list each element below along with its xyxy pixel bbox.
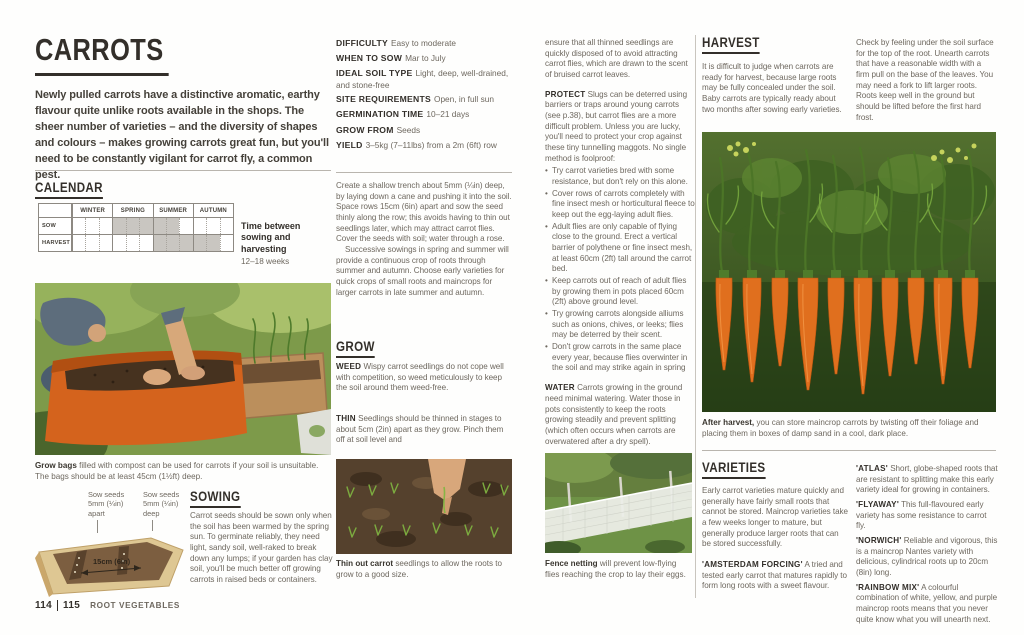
- sowing-paragraph: Carrot seeds should be sown only when the soil has been warmed by the spring sun. To germinate reliably, they need light, sandy soil, well-raked to break down any lumps; if your garden has clay soil, you'll be much better off growing carrots in raised beds or containers.: [190, 511, 333, 585]
- divider: [35, 170, 331, 171]
- protect-paragraph: [545, 90, 695, 165]
- protect-bullet: • Adult flies are only capable of flying close to the ground. Erect a vertical barrier of polythene or fine insect mesh, at least 60cm (2ft) tall around the carrot bed.: [545, 222, 695, 275]
- weed-label: WEED: [336, 362, 362, 371]
- calendar-month-cell: [72, 235, 85, 251]
- calendar-month-cell: [193, 218, 206, 234]
- variety-name: 'NORWICH': [856, 536, 902, 546]
- protect-bullet: • Try carrot varieties bred with some resistance, but don't rely on this alone.: [545, 166, 695, 187]
- protect-text: Slugs can be deterred using barriers or traps around young carrots (see p.38), but carrot flies are a more difficult problem. Unless you are lucky, you'll need to protect your crop against these tiny tunnelling maggots. No single method is foolproof:: [545, 89, 688, 163]
- intro-paragraph: Newly pulled carrots have a distinctive aromatic, earthy flavour quite unlike roots available in the shops. The sheer number of varieties – and the diversity of shapes and colours – makes growing carrots great fun, but you'll need to be constantly vigilant for carrot fly, a common pest.: [35, 89, 329, 181]
- thin-label: THIN: [336, 414, 356, 423]
- protect-bullet: • Cover rows of carrots completely with fine insect mesh or horticultural fleece to keep out the egg-laying adult flies.: [545, 189, 695, 221]
- grow-bags-caption-lead: Grow bags: [35, 461, 77, 470]
- fact-value: Seeds: [396, 124, 421, 135]
- protect-label: PROTECT: [545, 89, 586, 99]
- grow-heading: GROW: [336, 339, 375, 358]
- calendar-note-value: 12–18 weeks: [241, 256, 290, 266]
- page-title: CARROTS: [35, 32, 168, 76]
- calendar-month-cell: [166, 218, 179, 234]
- trench-paragraph-1: Create a shallow trench about 5mm (¼in) deep, by laying down a cane and pushing it into the soil. Space rows 15cm (6in) apart and sow the seed thinly along the row; this avoids having to thin out seedlings later, which may attract carrot flies. Cover the seeds with soil; water through a rose.: [336, 181, 512, 244]
- calendar-row-label-sow: SOW: [39, 218, 72, 234]
- calendar-month-cell: [193, 235, 206, 251]
- fact-label: DIFFICULTY: [336, 38, 388, 48]
- fact-label: YIELD: [336, 139, 363, 150]
- weed-paragraph: [336, 362, 514, 394]
- sowing-diagram: [35, 490, 187, 598]
- harvest-paragraph-left: It is difficult to judge when carrots are ready for harvest, because large roots may be fully concealed under the soil. Baby carrots are typically ready about two months after sowing early varieties.: [702, 62, 842, 114]
- calendar-month-cell: [72, 218, 85, 234]
- variety-text: A tried and tested early carrot that matures rapidly to form long roots with a sweet flavour.: [702, 560, 847, 591]
- column-divider: [695, 35, 696, 598]
- calendar-month-cell: [112, 218, 125, 234]
- calendar-month-cell: [153, 218, 166, 234]
- calendar-month-cell: [139, 235, 152, 251]
- calendar-month-cell: [206, 218, 219, 234]
- calendar-month-cell: [166, 235, 179, 251]
- calendar-month-cell: [179, 218, 192, 234]
- harvest-heading: HARVEST: [702, 35, 760, 54]
- calendar-note-title: Time between sowing and harvesting: [241, 221, 301, 254]
- variety-name: 'ATLAS': [856, 464, 888, 473]
- protect-bullet: • Don't grow carrots in the same place every year, because flies overwinter in the soil and may strike again in spring: [545, 342, 695, 374]
- fact-value: 3–5kg (7–11lbs) from a 2m (6ft) row: [365, 139, 497, 150]
- harvested-carrots-photo-illustration: [702, 132, 996, 412]
- page-number-left: 114: [35, 600, 53, 611]
- thin-continued-text: ensure that all thinned seedlings are quickly disposed of to avoid attracting carrot flies, which are drawn to the scent of bruised carrot leaves.: [545, 38, 688, 80]
- fact-label: GERMINATION TIME: [336, 109, 424, 120]
- thin-paragraph: [336, 414, 514, 446]
- variety-item: [856, 536, 998, 579]
- calendar-row-harvest: [72, 235, 233, 251]
- protect-bullet: • Try growing carrots alongside alliums such as onions, chives, or leeks; flies may be deterred by their scent.: [545, 309, 695, 341]
- facts-panel: [336, 38, 514, 155]
- varieties-intro: Early carrot varieties mature quickly and generally have fairly small roots that cannot be stored. Maincrop varieties take a few weeks longer to mature, but generally produce larger roots that can be stored successfully.: [702, 486, 848, 549]
- divider: [336, 172, 512, 173]
- calendar-season-cell: AUTUMN: [193, 204, 233, 217]
- variety-text: Reliable and vigorous, this is a maincrop Nantes variety with delicious, cylindrical roots up to 20cm (8in) long.: [856, 536, 998, 578]
- thin-text: Seedlings should be thinned in stages to about 5cm (2in) apart as they grow. Pinch them off at soil level and: [336, 414, 504, 445]
- soil-trough-illustration: [35, 528, 187, 598]
- calendar-month-cell: [220, 235, 233, 251]
- fence-caption-text: will prevent low-flying flies reaching the crop to lay their eggs.: [545, 559, 686, 579]
- page-number-right: 115: [57, 600, 80, 611]
- fact-row: [336, 109, 514, 120]
- after-harvest-caption: [702, 418, 980, 439]
- calendar-month-cell: [85, 235, 98, 251]
- calendar-month-cell: [99, 218, 112, 234]
- variety-text: Short, globe-shaped roots that are resistant to splitting make this early variety ideal for growing in containers.: [856, 464, 998, 495]
- protect-bullet-list: [545, 166, 695, 374]
- variety-item: [702, 560, 848, 592]
- grow-bags-caption-text: filled with compost can be used for carrots if your soil is unsuitable. The bags should be at least 45cm (1½ft) deep.: [35, 461, 319, 481]
- weed-text: Wispy carrot seedlings do not cope well with competition, so weed meticulously to keep the soil around them weed-free.: [336, 362, 504, 393]
- calendar-month-cell: [139, 218, 152, 234]
- protect-bullet: • Keep carrots out of reach of adult flies by growing them in pots placed 60cm (2ft) above ground level.: [545, 276, 695, 308]
- calendar-season-header: [72, 204, 233, 217]
- sowing-heading: SOWING: [190, 489, 240, 508]
- harvested-carrots-photo: [702, 132, 996, 412]
- calendar-row-label-harvest: HARVEST: [39, 235, 72, 251]
- trench-paragraph-2: Successive sowings in spring and summer will provide a continuous crop of roots through summer and autumn. Choose early varieties for quick crops of small roots and maincrops for larger carrots in late summer and autumn.: [336, 245, 509, 297]
- variety-name: 'FLYAWAY': [856, 500, 899, 510]
- diagram-label-apart: Sow seeds 5mm (¼in) apart: [88, 490, 125, 518]
- variety-item: [856, 500, 998, 532]
- calendar-row-sow: [72, 218, 233, 234]
- fact-row: [336, 125, 514, 136]
- water-text: Carrots growing in the ground need minimal watering. Water those in pots consistently to keep the roots growing steadily and prevent splitting (which often occurs when carrots are overwatered after a dry spell).: [545, 383, 683, 446]
- fact-row: [336, 68, 514, 90]
- fence-netting-photo: [545, 453, 692, 553]
- fact-value: Easy to moderate: [391, 38, 457, 48]
- variety-name: 'AMSTERDAM FORCING': [702, 560, 803, 570]
- calendar-season-cell: SPRING: [112, 204, 152, 217]
- calendar-season-cell: WINTER: [72, 204, 112, 217]
- calendar-table: [38, 203, 234, 252]
- grow-bags-photo: [35, 283, 331, 455]
- calendar-month-cell: [85, 218, 98, 234]
- fact-row: [336, 38, 514, 49]
- thin-out-caption-text: seedlings to allow the roots to grow to a good size.: [336, 559, 502, 579]
- calendar-month-cell: [153, 235, 166, 251]
- after-harvest-caption-text: you can store maincrop carrots by twisting off their foliage and placing them in boxes of damp sand in a cool, dark place.: [702, 418, 979, 438]
- varieties-heading: VARIETIES: [702, 460, 766, 479]
- fact-label: SITE REQUIREMENTS: [336, 94, 431, 105]
- thin-out-caption: [336, 559, 506, 580]
- fact-row: [336, 140, 514, 151]
- diagram-label-deep: Sow seeds 5mm (¼in) deep: [143, 490, 180, 518]
- fact-value: Open, in full sun: [433, 94, 494, 105]
- variety-item: [856, 464, 998, 496]
- divider: [702, 450, 996, 451]
- water-paragraph: [545, 383, 695, 447]
- thin-out-caption-lead: Thin out carrot: [336, 559, 394, 568]
- fact-row: [336, 94, 514, 105]
- footer-section-title: ROOT VEGETABLES: [90, 601, 180, 610]
- calendar-corner-cell: [39, 204, 72, 217]
- page-footer: [35, 600, 180, 611]
- fence-caption-lead: Fence netting: [545, 559, 598, 568]
- calendar-month-cell: [126, 218, 139, 234]
- thin-out-photo: [336, 459, 512, 554]
- varieties-column-left: [702, 486, 848, 592]
- fact-value: Mar to July: [405, 53, 446, 64]
- diagram-span-label: 15cm (6in): [93, 557, 131, 566]
- calendar-heading: CALENDAR: [35, 180, 103, 199]
- trench-paragraphs: [336, 181, 514, 298]
- varieties-column-right: [856, 464, 998, 625]
- variety-text: This full-flavoured early variety has some resistance to carrot fly.: [856, 500, 987, 531]
- calendar-month-cell: [179, 235, 192, 251]
- grow-bags-caption: [35, 461, 325, 482]
- fact-label: WHEN TO SOW: [336, 53, 403, 64]
- after-harvest-caption-lead: After harvest,: [702, 418, 755, 427]
- fact-value: 10–21 days: [426, 109, 470, 120]
- calendar-season-cell: SUMMER: [153, 204, 193, 217]
- thin-out-photo-illustration: [336, 459, 512, 554]
- fact-value: Light, deep, well-drained, and stone-free: [336, 68, 509, 90]
- calendar-month-cell: [206, 235, 219, 251]
- calendar-month-cell: [126, 235, 139, 251]
- variety-name: 'RAINBOW MIX': [856, 582, 920, 592]
- fact-label: GROW FROM: [336, 124, 394, 135]
- fact-label: IDEAL SOIL TYPE: [336, 68, 413, 79]
- water-label: WATER: [545, 383, 575, 393]
- fence-netting-photo-illustration: [545, 453, 692, 553]
- calendar-month-cell: [112, 235, 125, 251]
- harvest-paragraph-right: Check by feeling under the soil surface for the top of the root. Unearth carrots that have a reasonable width with a firm pull on the base of the leaves. You may need a fork to lift larger roots. Roots keep well in the ground but should be lifted before the first hard frost.: [856, 38, 994, 122]
- calendar-note: [241, 221, 333, 266]
- protect-column: [545, 38, 695, 447]
- variety-item: [856, 583, 998, 626]
- calendar-month-cell: [99, 235, 112, 251]
- fence-netting-caption: [545, 559, 692, 580]
- calendar-month-cell: [220, 218, 233, 234]
- variety-text: A colourful combination of white, yellow, and purple maincrop roots means that you never quite know what you will unearth next.: [856, 582, 998, 624]
- fact-row: [336, 53, 514, 64]
- grow-bags-photo-illustration: [35, 283, 331, 455]
